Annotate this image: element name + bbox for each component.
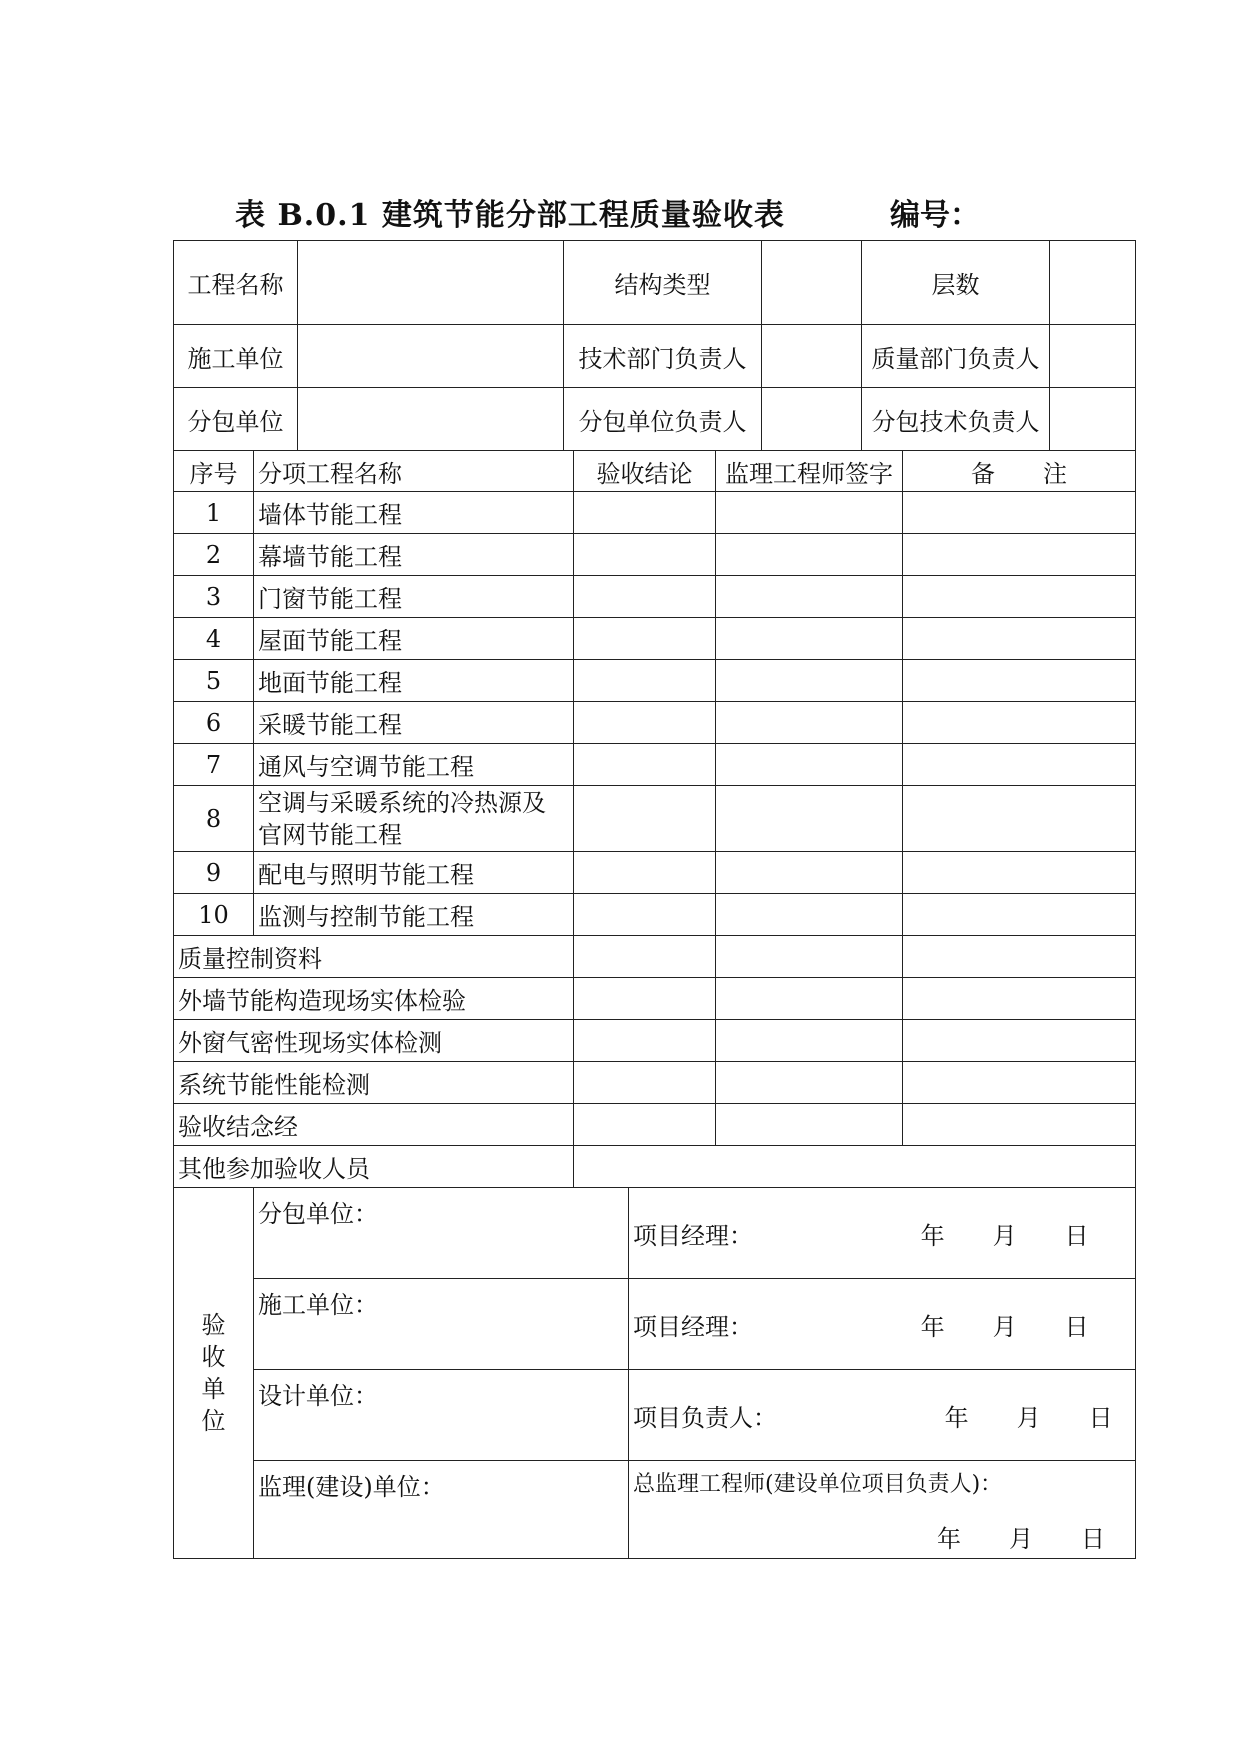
role-label: 项目负责人： bbox=[633, 1403, 777, 1432]
date-label: 年 月 日 bbox=[937, 1525, 1105, 1553]
item-conclusion-cell[interactable] bbox=[574, 744, 716, 786]
item-remark-cell[interactable] bbox=[903, 936, 1136, 978]
table-row bbox=[174, 534, 1136, 576]
item-remark-cell[interactable] bbox=[903, 534, 1136, 576]
construction-unit-sign-cell[interactable] bbox=[254, 1279, 629, 1370]
chief-supervisor-sign-cell[interactable] bbox=[629, 1461, 1136, 1559]
item-remark-cell[interactable] bbox=[903, 576, 1136, 618]
item-remark-cell[interactable] bbox=[903, 978, 1136, 1020]
table-row bbox=[174, 894, 1136, 936]
item-name: 门窗节能工程 bbox=[254, 576, 574, 618]
item-no: 8 bbox=[174, 786, 254, 852]
subcontract-unit-label: 分包单位 bbox=[174, 388, 298, 451]
col-header-remark: 备 注 bbox=[903, 451, 1136, 492]
item-sign-cell[interactable] bbox=[716, 660, 903, 702]
table-row bbox=[174, 786, 1136, 852]
table-row bbox=[174, 744, 1136, 786]
item-sign-cell[interactable] bbox=[716, 852, 903, 894]
item-no: 4 bbox=[174, 618, 254, 660]
item-sign-cell[interactable] bbox=[716, 1104, 903, 1146]
item-sign-cell[interactable] bbox=[716, 492, 903, 534]
acceptance-conclusion-label: 验收结念经 bbox=[174, 1104, 574, 1146]
item-no: 2 bbox=[174, 534, 254, 576]
item-remark-cell[interactable] bbox=[903, 744, 1136, 786]
item-conclusion-cell[interactable] bbox=[574, 786, 716, 852]
system-performance-label: 系统节能性能检测 bbox=[174, 1062, 574, 1104]
table-row bbox=[174, 1020, 1136, 1062]
item-remark-cell[interactable] bbox=[903, 894, 1136, 936]
item-sign-cell[interactable] bbox=[716, 744, 903, 786]
acceptance-units-side-label bbox=[174, 1188, 254, 1559]
col-header-name: 分项工程名称 bbox=[254, 451, 574, 492]
item-sign-cell[interactable] bbox=[716, 786, 903, 852]
item-sign-cell[interactable] bbox=[716, 978, 903, 1020]
item-sign-cell[interactable] bbox=[716, 618, 903, 660]
item-conclusion-cell[interactable] bbox=[574, 852, 716, 894]
col-header-no: 序号 bbox=[174, 451, 254, 492]
subcontract-tech-head-label: 分包技术负责人 bbox=[862, 388, 1050, 451]
item-remark-cell[interactable] bbox=[903, 492, 1136, 534]
subcontract-head-value[interactable] bbox=[762, 388, 862, 451]
item-conclusion-cell[interactable] bbox=[574, 576, 716, 618]
item-sign-cell[interactable] bbox=[716, 576, 903, 618]
item-conclusion-cell[interactable] bbox=[574, 618, 716, 660]
item-remark-cell[interactable] bbox=[903, 1104, 1136, 1146]
table-row bbox=[174, 660, 1136, 702]
construction-unit-label: 施工单位 bbox=[174, 325, 298, 388]
table-row bbox=[174, 852, 1136, 894]
item-remark-cell[interactable] bbox=[903, 618, 1136, 660]
floors-value[interactable] bbox=[1050, 241, 1136, 325]
unit-label: 分包单位： bbox=[258, 1200, 378, 1228]
item-conclusion-cell[interactable] bbox=[574, 1104, 716, 1146]
item-name: 配电与照明节能工程 bbox=[254, 852, 574, 894]
item-conclusion-cell[interactable] bbox=[574, 1020, 716, 1062]
window-airtightness-label: 外窗气密性现场实体检测 bbox=[174, 1020, 574, 1062]
item-remark-cell[interactable] bbox=[903, 852, 1136, 894]
subcontract-head-label: 分包单位负责人 bbox=[564, 388, 762, 451]
structure-type-label: 结构类型 bbox=[564, 241, 762, 325]
unit-label: 施工单位： bbox=[258, 1291, 378, 1319]
floors-label: 层数 bbox=[862, 241, 1050, 325]
item-no: 6 bbox=[174, 702, 254, 744]
item-name: 采暖节能工程 bbox=[254, 702, 574, 744]
quality-head-label: 质量部门负责人 bbox=[862, 325, 1050, 388]
item-remark-cell[interactable] bbox=[903, 786, 1136, 852]
unit-label: 设计单位： bbox=[258, 1382, 378, 1410]
tech-head-label: 技术部门负责人 bbox=[564, 325, 762, 388]
table-row bbox=[174, 576, 1136, 618]
item-name: 监测与控制节能工程 bbox=[254, 894, 574, 936]
project-lead-sign-cell[interactable] bbox=[629, 1370, 1136, 1461]
item-name: 屋面节能工程 bbox=[254, 618, 574, 660]
side-label-char: 单 bbox=[201, 1375, 226, 1403]
item-no: 3 bbox=[174, 576, 254, 618]
item-conclusion-cell[interactable] bbox=[574, 1062, 716, 1104]
date-label: 年 月 日 bbox=[944, 1403, 1113, 1432]
item-conclusion-cell[interactable] bbox=[574, 660, 716, 702]
item-conclusion-cell[interactable] bbox=[574, 492, 716, 534]
col-header-supervisor-sign: 监理工程师签字 bbox=[716, 451, 903, 492]
item-sign-cell[interactable] bbox=[716, 702, 903, 744]
side-label-char: 验 bbox=[201, 1311, 226, 1339]
table-row bbox=[174, 1104, 1136, 1146]
date-label: 年 月 日 bbox=[920, 1221, 1089, 1250]
document-title: 表 B.0.1 建筑节能分部工程质量验收表 bbox=[235, 198, 785, 233]
table-row bbox=[174, 492, 1136, 534]
wall-inspection-label: 外墙节能构造现场实体检验 bbox=[174, 978, 574, 1020]
item-conclusion-cell[interactable] bbox=[574, 702, 716, 744]
item-sign-cell[interactable] bbox=[716, 1020, 903, 1062]
project-name-value[interactable] bbox=[298, 241, 564, 325]
tech-head-value[interactable] bbox=[762, 325, 862, 388]
design-unit-sign-cell[interactable] bbox=[254, 1370, 629, 1461]
item-remark-cell[interactable] bbox=[903, 1062, 1136, 1104]
item-no: 10 bbox=[174, 894, 254, 936]
acceptance-units-table bbox=[173, 1187, 1136, 1559]
item-sign-cell[interactable] bbox=[716, 936, 903, 978]
table-row bbox=[174, 1062, 1136, 1104]
unit-label: 监理(建设)单位： bbox=[258, 1473, 445, 1501]
item-no: 9 bbox=[174, 852, 254, 894]
other-participants-label: 其他参加验收人员 bbox=[174, 1146, 574, 1188]
item-sign-cell[interactable] bbox=[716, 1062, 903, 1104]
subcontract-unit-value[interactable] bbox=[298, 388, 564, 451]
item-name: 幕墙节能工程 bbox=[254, 534, 574, 576]
table-row bbox=[174, 936, 1136, 978]
item-conclusion-cell[interactable] bbox=[574, 894, 716, 936]
item-conclusion-cell[interactable] bbox=[574, 534, 716, 576]
role-label: 项目经理： bbox=[633, 1312, 753, 1341]
project-manager-sign-cell[interactable] bbox=[629, 1188, 1136, 1279]
other-participants-value[interactable] bbox=[574, 1146, 1136, 1188]
item-conclusion-cell[interactable] bbox=[574, 978, 716, 1020]
item-no: 7 bbox=[174, 744, 254, 786]
item-name: 地面节能工程 bbox=[254, 660, 574, 702]
role-label: 项目经理： bbox=[633, 1221, 753, 1250]
sub-items-table bbox=[173, 450, 1136, 1188]
structure-type-value[interactable] bbox=[762, 241, 862, 325]
table-row bbox=[174, 978, 1136, 1020]
item-no: 1 bbox=[174, 492, 254, 534]
date-label: 年 月 日 bbox=[920, 1312, 1089, 1341]
table-row bbox=[174, 1146, 1136, 1188]
quality-control-docs-label: 质量控制资料 bbox=[174, 936, 574, 978]
supervision-unit-sign-cell[interactable] bbox=[254, 1461, 629, 1559]
item-name: 墙体节能工程 bbox=[254, 492, 574, 534]
table-row bbox=[174, 618, 1136, 660]
project-manager-sign-cell[interactable] bbox=[629, 1279, 1136, 1370]
item-remark-cell[interactable] bbox=[903, 660, 1136, 702]
item-remark-cell[interactable] bbox=[903, 1020, 1136, 1062]
project-name-label: 工程名称 bbox=[174, 241, 298, 325]
item-sign-cell[interactable] bbox=[716, 894, 903, 936]
side-label-char: 收 bbox=[201, 1343, 226, 1371]
item-name: 通风与空调节能工程 bbox=[254, 744, 574, 786]
subcontract-unit-sign-cell[interactable] bbox=[254, 1188, 629, 1279]
col-header-conclusion: 验收结论 bbox=[574, 451, 716, 492]
item-no: 5 bbox=[174, 660, 254, 702]
role-label: 总监理工程师(建设单位项目负责人)： bbox=[633, 1472, 1003, 1497]
item-name: 空调与采暖系统的冷热源及官网节能工程 bbox=[254, 786, 574, 852]
subcontract-tech-head-value[interactable] bbox=[1050, 388, 1136, 451]
document-code-label: 编号： bbox=[890, 198, 980, 233]
construction-unit-value[interactable] bbox=[298, 325, 564, 388]
quality-head-value[interactable] bbox=[1050, 325, 1136, 388]
item-conclusion-cell[interactable] bbox=[574, 936, 716, 978]
side-label-char: 位 bbox=[201, 1407, 226, 1435]
item-sign-cell[interactable] bbox=[716, 534, 903, 576]
table-row bbox=[174, 702, 1136, 744]
item-remark-cell[interactable] bbox=[903, 702, 1136, 744]
project-info-table bbox=[173, 240, 1136, 451]
